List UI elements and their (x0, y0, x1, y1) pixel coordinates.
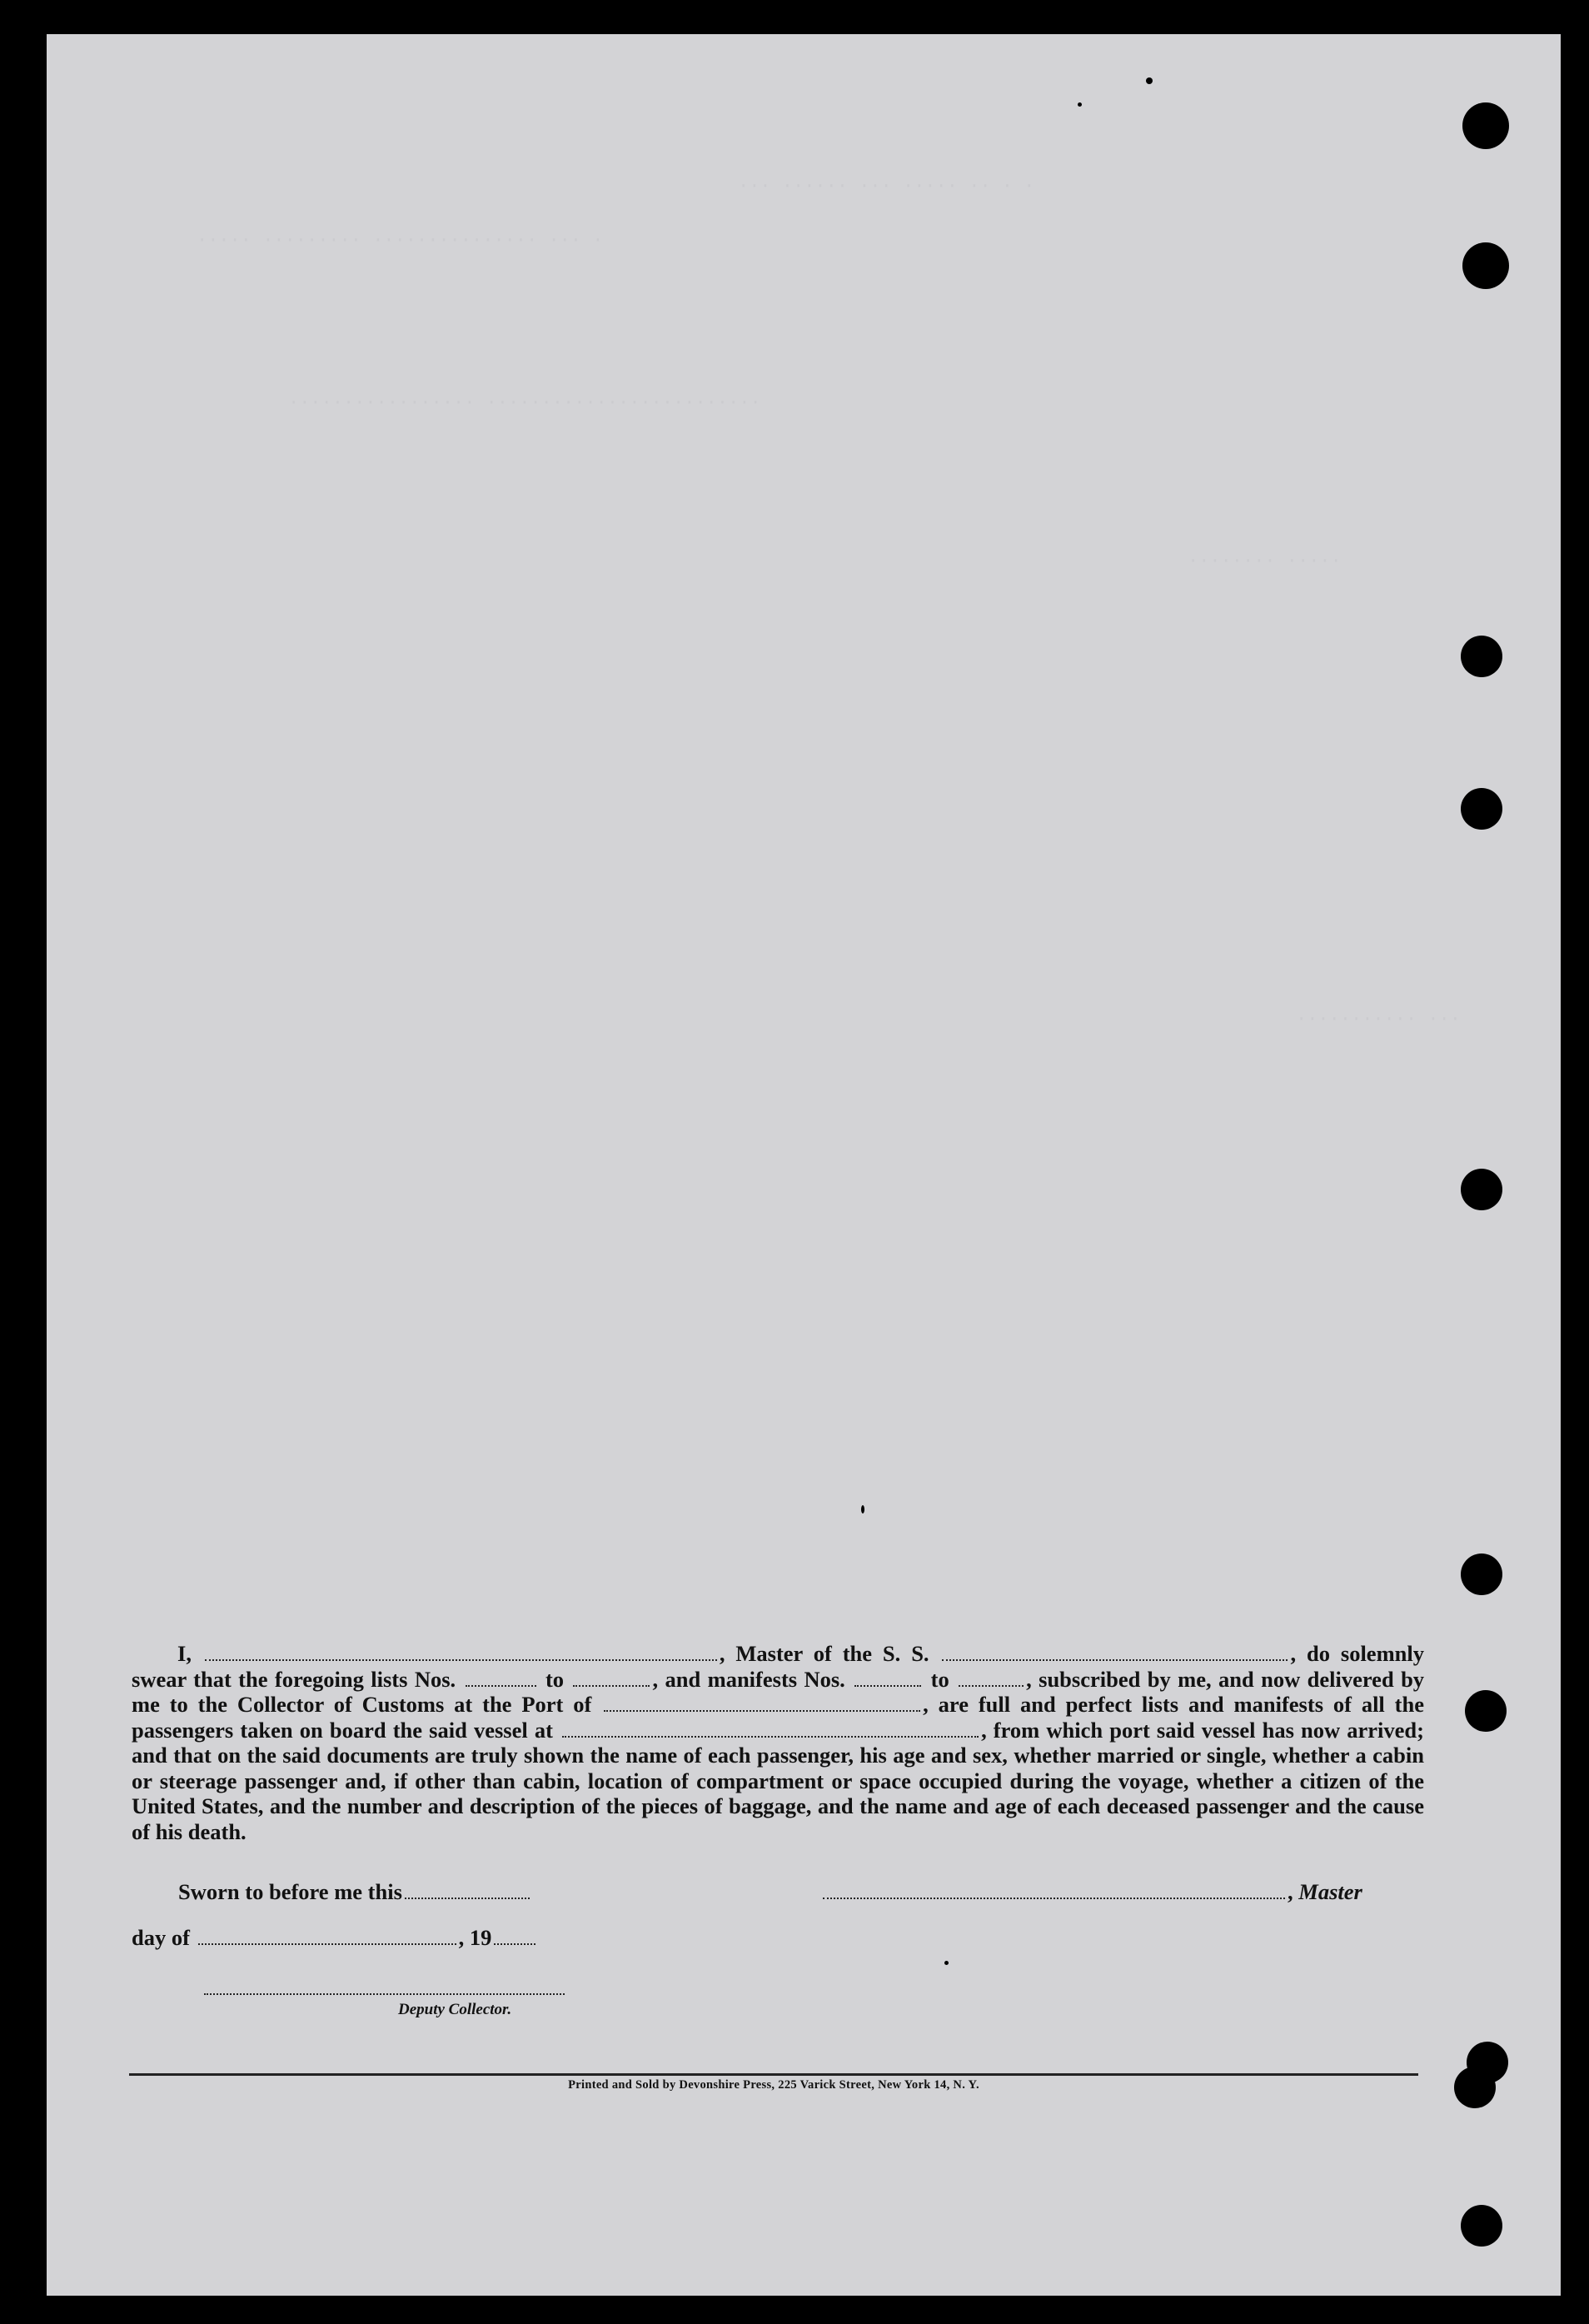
oath-subscribed: , subscribed by me, and now (1026, 1666, 1301, 1692)
oath-full-perfect: , are full and perfect lists and (923, 1692, 1224, 1717)
sworn-line (178, 1879, 532, 1905)
binder-hole (1461, 788, 1502, 830)
oath-delivered: delivered by me to the Collector of Customs at the Port of (132, 1666, 1425, 1717)
dust-speck (1146, 77, 1153, 84)
bleed-through-text: ················· ························· (288, 392, 761, 413)
bleed-through-text: ········ ····· (1188, 551, 1342, 571)
oath-master-of-ss: , Master of the S. S. (719, 1641, 929, 1666)
sworn-day-blank (405, 1883, 530, 1899)
binder-hole (1465, 1690, 1507, 1732)
dust-speck (861, 1505, 864, 1514)
manifests-to-blank (959, 1668, 1024, 1687)
dust-speck (1078, 102, 1082, 107)
oath-to-2: to (930, 1666, 949, 1692)
oath-and-manifests: , and manifests Nos. (652, 1666, 845, 1692)
master-label: Master (1298, 1879, 1362, 1904)
sworn-label: Sworn to before me this (178, 1879, 402, 1904)
binder-hole (1461, 1169, 1502, 1210)
dust-speck (944, 1961, 949, 1965)
embark-port-blank (562, 1719, 979, 1738)
oath-do-solemnly: , do solemnly (1290, 1641, 1424, 1666)
year-blank (494, 1928, 535, 1945)
binder-hole (1462, 242, 1509, 289)
deputy-signature-blank (204, 1993, 565, 1995)
binder-hole (1462, 102, 1509, 149)
lists-from-blank (466, 1668, 536, 1687)
oath-to-1: to (545, 1666, 565, 1692)
masters-oath (132, 1641, 1424, 1844)
master-signature-line: , Master (820, 1879, 1362, 1905)
oath-swear-lists: swear that the foregoing lists Nos. (132, 1666, 456, 1692)
bleed-through-text: ··········· ··· (1296, 1009, 1462, 1030)
year-prefix: , 19 (458, 1925, 492, 1950)
oath-from-which: , from which (981, 1717, 1103, 1743)
bleed-through-text: ····· ········· ··············· ··· · (197, 230, 604, 251)
oath-i: I, (177, 1641, 192, 1666)
binder-hole (1461, 636, 1502, 677)
month-blank (198, 1928, 456, 1945)
port-blank (604, 1693, 920, 1712)
master-signature-blank (823, 1883, 1285, 1899)
printer-imprint: Printed and Sold by Devonshire Press, 225 Varick Street, New York 14, N. Y. (568, 2078, 979, 2092)
binder-hole (1454, 2067, 1496, 2108)
oath-manifests-all: manifests of all the passengers taken on board the said vessel at (132, 1692, 1424, 1743)
lists-to-blank (573, 1668, 650, 1687)
oath-body: port said vessel has now arrived; and that on the said documents are truly shown the name of each passenger, his age and sex, whether married or single, whether a cabin or steerage passenger and, if other than cabin, location of compartment or space occupied during the voyage, whether a citizen of the United States, and the number and description of the pieces of baggage, and the name and age of each deceased passenger and the cause of his death. (132, 1717, 1424, 1844)
binder-hole (1461, 1553, 1502, 1595)
binder-hole (1461, 2205, 1502, 2247)
footer-rule (129, 2073, 1418, 2076)
bleed-through-text: ··· ······ ··· ····· ·· · · (738, 176, 1035, 197)
manifests-from-blank (854, 1668, 921, 1687)
deputy-collector-label: Deputy Collector. (398, 2001, 512, 2018)
master-name-blank (205, 1643, 717, 1661)
date-line (132, 1925, 538, 1951)
document-page (47, 34, 1561, 2296)
day-of-label: day of (132, 1925, 190, 1950)
ship-name-blank (942, 1643, 1288, 1661)
